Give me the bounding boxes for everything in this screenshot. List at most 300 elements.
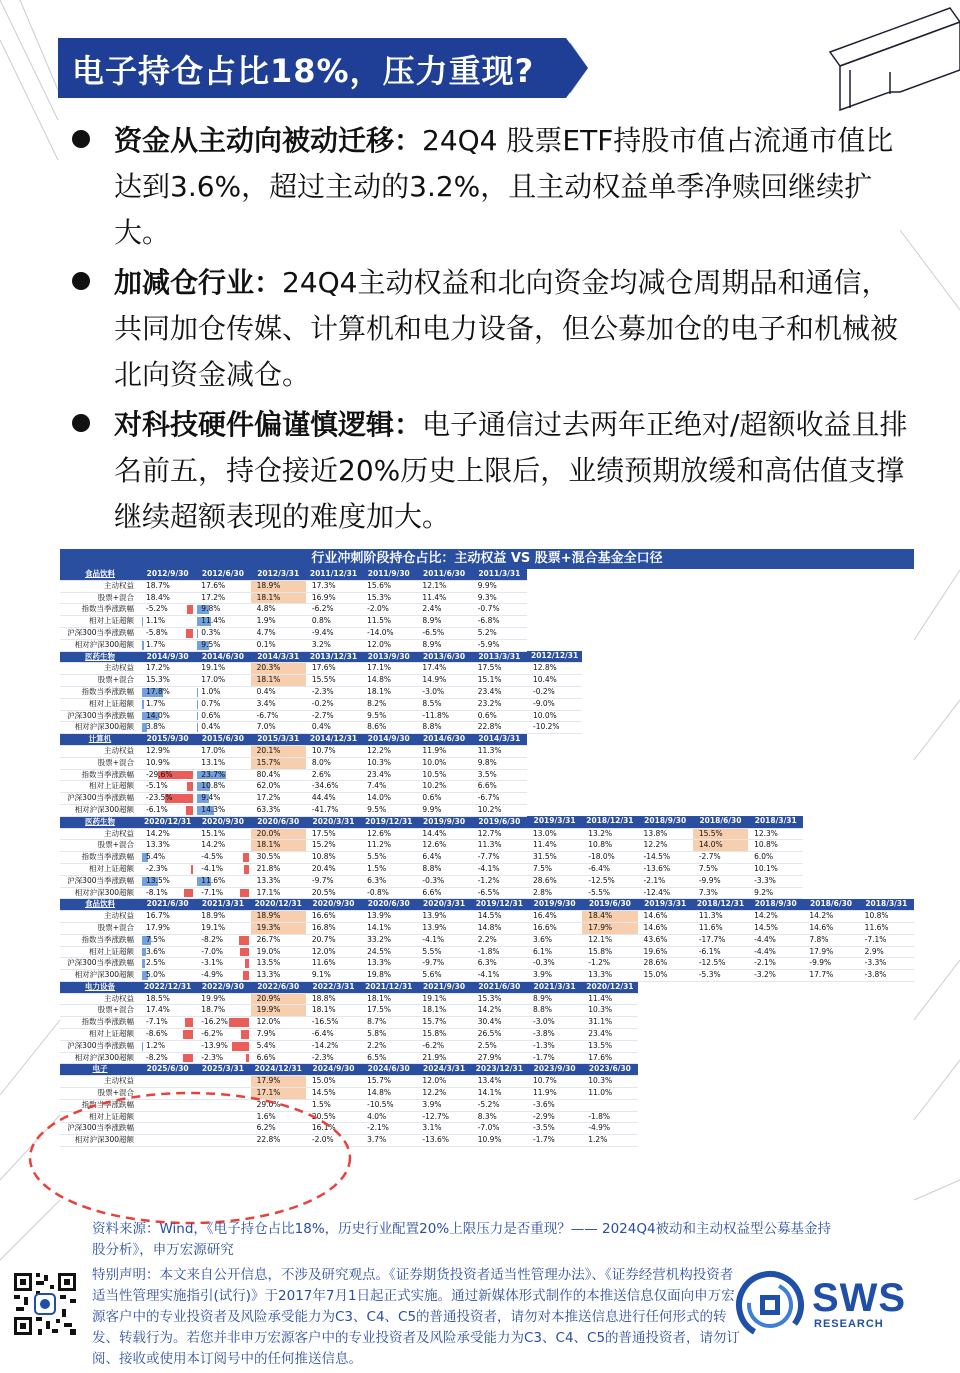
value-cell: 10.9% (140, 757, 195, 769)
value-bar (243, 853, 248, 862)
value-cell (140, 852, 195, 864)
empty-cell (748, 1099, 803, 1111)
value-cell: 63.3% (251, 804, 306, 816)
value-cell (195, 1017, 250, 1029)
value-cell: 13.9% (416, 922, 471, 934)
date-header-cell: 2019/3/31 (527, 816, 582, 828)
date-header-cell: 2021/12/31 (361, 981, 416, 993)
empty-cell (748, 1088, 803, 1100)
value-cell: 10.2% (472, 804, 527, 816)
value-cell (140, 710, 195, 722)
date-header-cell: 2019/9/30 (416, 816, 471, 828)
empty-cell (748, 1135, 803, 1147)
empty-cell (693, 663, 748, 675)
value-cell: 17.2% (251, 793, 306, 805)
date-header-cell: 2020/12/31 (140, 816, 195, 828)
table-row (60, 757, 914, 769)
empty-cell (748, 1040, 803, 1052)
value-cell: 14.6% (638, 922, 693, 934)
bullet-heading: 资金从主动向被动迁移： (114, 124, 423, 157)
value-cell: 0.6% (416, 793, 471, 805)
value-bar (240, 948, 248, 957)
value-cell: -2.7% (306, 710, 361, 722)
value-cell (195, 863, 250, 875)
row-label: 相对沪深300超额 (60, 639, 140, 651)
value-cell (140, 616, 195, 628)
date-header-cell: 2020/12/31 (251, 899, 306, 911)
value-cell: -14.2% (306, 1040, 361, 1052)
table-row (60, 828, 914, 840)
value-cell: 6.0% (748, 852, 803, 864)
table-row (60, 804, 914, 816)
bullet-body: 电子通信过去两年正绝对/超额收益且排名前五，持仓接近20%历史上限后，业绩预期放缓和高估值支撑继续超额表现的难度加大。 (114, 408, 908, 533)
empty-cell (803, 981, 858, 993)
value-cell: 8.8% (527, 1005, 582, 1017)
value-cell: 22.8% (251, 1135, 306, 1147)
row-label: 相对上证超额 (60, 616, 140, 628)
value-cell (195, 1111, 250, 1123)
value-cell (195, 1040, 250, 1052)
empty-cell (803, 1029, 858, 1041)
value-cell (195, 804, 250, 816)
value-cell: -1.2% (582, 958, 637, 970)
date-header-cell: 2023/12/31 (472, 1064, 527, 1076)
value-cell: 11.3% (472, 745, 527, 757)
empty-cell (693, 1005, 748, 1017)
value-cell (140, 769, 195, 781)
value-cell: 18.8% (306, 993, 361, 1005)
empty-cell (693, 710, 748, 722)
value-cell (140, 804, 195, 816)
value-cell: 19.1% (195, 663, 250, 675)
value-cell: 12.2% (361, 745, 416, 757)
table-row (60, 1123, 914, 1135)
value-cell: 8.8% (416, 863, 471, 875)
row-label: 股票+混合 (60, 840, 140, 852)
value-cell: 9.5% (361, 804, 416, 816)
holdings-table (60, 549, 914, 1147)
value-text: -7.1% (146, 1017, 168, 1027)
empty-cell (748, 1111, 803, 1123)
empty-cell (693, 1123, 748, 1135)
value-cell: 16.6% (306, 911, 361, 923)
empty-cell (638, 616, 693, 628)
table-row (60, 675, 914, 687)
bullet-heading: 对科技硬件偏谨慎逻辑： (114, 408, 423, 441)
value-text: -5.2% (146, 604, 168, 614)
value-cell: 14.5% (306, 1088, 361, 1100)
empty-cell (748, 604, 803, 616)
empty-cell (859, 710, 914, 722)
value-cell: 1.2% (582, 1135, 637, 1147)
empty-cell (803, 769, 858, 781)
value-cell: 15.2% (306, 840, 361, 852)
empty-cell (748, 1076, 803, 1088)
value-cell: -5.5% (582, 887, 637, 899)
empty-cell (527, 781, 582, 793)
value-cell: 31.1% (582, 1017, 637, 1029)
empty-cell (638, 639, 693, 651)
value-cell: 17.9% (803, 946, 858, 958)
empty-cell (638, 1123, 693, 1135)
value-cell: 20.5% (306, 1111, 361, 1123)
value-cell: -1.3% (527, 1040, 582, 1052)
date-header-cell: 2012/3/31 (251, 569, 306, 580)
value-text: 0.3% (201, 627, 221, 637)
value-cell: 14.8% (361, 675, 416, 687)
table-row (60, 604, 914, 616)
empty-cell (859, 1111, 914, 1123)
empty-cell (748, 1052, 803, 1064)
empty-cell (859, 993, 914, 1005)
date-header-cell: 2019/12/31 (361, 816, 416, 828)
empty-cell (859, 569, 914, 580)
section-name: 电力设备 (60, 981, 140, 993)
value-cell: 16.4% (527, 911, 582, 923)
value-text: -8.6% (146, 1029, 168, 1039)
empty-cell (803, 734, 858, 746)
value-cell: 15.5% (306, 675, 361, 687)
value-cell: 11.3% (472, 840, 527, 852)
value-text: 14.3% (201, 804, 226, 814)
value-text: 3.8% (146, 722, 166, 732)
empty-cell (638, 663, 693, 675)
value-cell: 13.3% (361, 958, 416, 970)
value-cell: -12.7% (416, 1111, 471, 1123)
date-header-cell: 2025/6/30 (140, 1064, 195, 1076)
value-cell: 14.0% (693, 840, 748, 852)
value-cell: 10.7% (306, 745, 361, 757)
date-header-cell: 2011/12/31 (306, 569, 361, 580)
value-cell (195, 698, 250, 710)
value-cell: 6.6% (251, 1052, 306, 1064)
empty-cell (693, 1099, 748, 1111)
empty-cell (693, 580, 748, 592)
empty-cell (803, 1135, 858, 1147)
bullet-dot-icon (72, 414, 90, 432)
empty-cell (638, 1064, 693, 1076)
value-bar (243, 971, 249, 980)
empty-cell (693, 698, 748, 710)
empty-cell (582, 675, 637, 687)
value-cell: -0.3% (416, 875, 471, 887)
empty-cell (859, 580, 914, 592)
date-header-cell: 2014/6/30 (416, 734, 471, 746)
empty-cell (693, 1111, 748, 1123)
empty-cell (859, 663, 914, 675)
date-header-cell: 2018/3/31 (859, 899, 914, 911)
row-label: 相对沪深300超额 (60, 804, 140, 816)
empty-cell (582, 627, 637, 639)
value-cell: 19.1% (416, 993, 471, 1005)
value-cell: 3.9% (416, 1099, 471, 1111)
empty-cell (527, 734, 582, 746)
value-cell (140, 863, 195, 875)
value-cell: 29.0% (251, 1099, 306, 1111)
value-cell: 6.5% (361, 1052, 416, 1064)
value-cell (140, 1088, 195, 1100)
empty-cell (582, 710, 637, 722)
value-cell: 17.2% (195, 592, 250, 604)
empty-cell (638, 1099, 693, 1111)
value-cell: 8.9% (527, 993, 582, 1005)
row-label: 股票+混合 (60, 675, 140, 687)
value-bar (184, 889, 194, 898)
value-bar (239, 936, 249, 945)
source-note: 资料来源：Wind，《电子持仓占比18%，历史行业配置20%上限压力是否重现？—— 2024Q4被动和主动权益型公募基金持股分析》，申万宏源研究 (92, 1221, 832, 1258)
empty-cell (693, 675, 748, 687)
date-header-cell: 2018/12/31 (693, 899, 748, 911)
value-cell (140, 1017, 195, 1029)
date-header-cell: 2021/9/30 (416, 981, 471, 993)
value-cell: 1.5% (306, 1099, 361, 1111)
value-cell: 17.9% (140, 922, 195, 934)
value-cell (195, 781, 250, 793)
value-cell: 30.5% (251, 852, 306, 864)
table-row (60, 1052, 914, 1064)
value-bar (186, 806, 193, 815)
value-text: -5.8% (146, 627, 168, 637)
value-cell: 0.4% (251, 686, 306, 698)
row-label: 股票+混合 (60, 592, 140, 604)
value-text: -8.1% (146, 887, 168, 897)
value-bar (142, 617, 143, 626)
table-row (60, 698, 914, 710)
empty-cell (859, 769, 914, 781)
table-row (60, 1076, 914, 1088)
value-cell: 15.1% (195, 828, 250, 840)
date-header-cell: 2021/3/31 (195, 899, 250, 911)
value-cell: 23.4% (472, 686, 527, 698)
value-cell: 19.6% (638, 946, 693, 958)
value-cell (195, 1135, 250, 1147)
value-cell (195, 958, 250, 970)
bullet-item (72, 260, 912, 398)
value-cell: 17.4% (416, 663, 471, 675)
row-label: 沪深300当季涨跌幅 (60, 875, 140, 887)
empty-cell (803, 616, 858, 628)
empty-cell (859, 1052, 914, 1064)
value-cell: 2.5% (472, 1040, 527, 1052)
empty-cell (859, 604, 914, 616)
value-text: 9.8% (201, 604, 221, 614)
value-cell (140, 686, 195, 698)
value-cell: 11.6% (306, 958, 361, 970)
value-cell: 6.6% (416, 887, 471, 899)
row-label: 主动权益 (60, 745, 140, 757)
empty-cell (859, 1005, 914, 1017)
empty-cell (638, 745, 693, 757)
value-cell: 14.5% (472, 911, 527, 923)
value-cell: 15.0% (306, 1076, 361, 1088)
value-cell: -1.7% (527, 1052, 582, 1064)
empty-cell (748, 781, 803, 793)
value-cell: 11.9% (416, 745, 471, 757)
row-label: 指数当季涨跌幅 (60, 1099, 140, 1111)
value-cell: 10.8% (859, 911, 914, 923)
value-cell: 13.9% (416, 911, 471, 923)
empty-cell (803, 710, 858, 722)
value-cell: 4.0% (361, 1111, 416, 1123)
value-cell: 13.4% (472, 1076, 527, 1088)
value-cell: 2.8% (527, 887, 582, 899)
empty-cell (527, 627, 582, 639)
value-cell: 7.8% (803, 934, 858, 946)
value-bar (142, 700, 144, 709)
empty-cell (638, 993, 693, 1005)
value-cell: -0.8% (361, 887, 416, 899)
row-label: 指数当季涨跌幅 (60, 934, 140, 946)
value-text: 3.6% (146, 946, 166, 956)
empty-cell (748, 639, 803, 651)
empty-cell (582, 686, 637, 698)
empty-cell (638, 580, 693, 592)
empty-cell (803, 757, 858, 769)
value-cell: 11.6% (859, 922, 914, 934)
date-header-cell: 2018/6/30 (693, 816, 748, 828)
value-cell: -5.3% (693, 970, 748, 982)
empty-cell (748, 981, 803, 993)
date-header-cell: 2019/3/31 (638, 899, 693, 911)
empty-cell (638, 757, 693, 769)
value-cell: -3.0% (416, 686, 471, 698)
empty-cell (582, 592, 637, 604)
value-cell: 17.4% (140, 1005, 195, 1017)
value-cell: 43.6% (638, 934, 693, 946)
empty-cell (859, 1040, 914, 1052)
empty-cell (693, 793, 748, 805)
row-label: 相对上证超额 (60, 946, 140, 958)
section-header-row (60, 1064, 914, 1076)
value-cell (195, 1088, 250, 1100)
row-label: 指数当季涨跌幅 (60, 852, 140, 864)
value-cell: 17.1% (361, 663, 416, 675)
value-cell: 12.1% (582, 934, 637, 946)
value-text: -6.1% (146, 804, 168, 814)
value-cell: 20.1% (251, 745, 306, 757)
table-row (60, 1017, 914, 1029)
empty-cell (527, 639, 582, 651)
value-cell: 31.5% (527, 852, 582, 864)
value-text: 7.5% (146, 934, 166, 944)
date-header-cell: 2012/9/30 (140, 569, 195, 580)
value-cell: 6.1% (527, 946, 582, 958)
row-label: 主动权益 (60, 663, 140, 675)
row-label: 相对沪深300超额 (60, 970, 140, 982)
empty-cell (527, 769, 582, 781)
value-cell: 28.6% (527, 875, 582, 887)
disclaimer: 特别声明：本文来自公开信息，不涉及研究观点。《证券期货投资者适当性管理办法》、《证券经营机构投资者适当性管理实施指引(试行)》于2017年7月1日起正式实施。通过新媒体形式制作的本推送信息仅面向申万宏源客户中的专业投资者及风险承受能力为C3、C4、C5的普通投资者，请勿对本推送信息进行任何形式的转发、转载行为。若您并非申万宏源客户中的专业投资者及风险承受能力为C3、C4、C5的普通投资者，请勿订阅、接收或使用本订阅号中的任何推送信息。 (92, 1267, 741, 1367)
empty-cell (859, 887, 914, 899)
empty-cell (638, 569, 693, 580)
value-cell: 14.8% (361, 1088, 416, 1100)
date-header-cell: 2013/9/30 (361, 651, 416, 663)
empty-cell (527, 745, 582, 757)
value-cell: 12.0% (416, 1076, 471, 1088)
date-header-cell: 2014/3/31 (251, 651, 306, 663)
value-text: 17.8% (146, 686, 170, 696)
value-cell: -0.3% (527, 958, 582, 970)
date-header-cell: 2012/6/30 (195, 569, 250, 580)
value-cell: 18.7% (140, 580, 195, 592)
bullet-body: 24Q4主动权益和北向资金均减仓周期品和通信，共同加仓传媒、计算机和电力设备，但公募加仓的电子和机械被北向资金减仓。 (114, 266, 899, 391)
value-bar (142, 959, 145, 968)
value-cell: 12.6% (361, 828, 416, 840)
empty-cell (859, 852, 914, 864)
value-cell: 21.9% (416, 1052, 471, 1064)
empty-cell (693, 804, 748, 816)
value-cell: 8.9% (416, 616, 471, 628)
value-cell: -6.2% (416, 1040, 471, 1052)
value-cell: 14.2% (748, 911, 803, 923)
value-cell: 6.3% (472, 958, 527, 970)
empty-cell (803, 592, 858, 604)
empty-cell (693, 569, 748, 580)
value-bar (246, 1054, 249, 1063)
value-cell: 17.7% (803, 970, 858, 982)
value-cell: 20.0% (251, 828, 306, 840)
value-text: -13.9% (201, 1040, 228, 1050)
value-cell: 17.5% (472, 663, 527, 675)
value-cell: -13.6% (416, 1135, 471, 1147)
empty-cell (582, 616, 637, 628)
value-cell: -4.1% (472, 863, 527, 875)
empty-cell (803, 828, 858, 840)
bullet-body: 24Q4 股票ETF持股市值占流通市值比达到3.6%，超过主动的3.2%，且主动权益单季净赎回继续扩大。 (114, 124, 894, 249)
value-cell: -4.4% (748, 946, 803, 958)
brand-logo (734, 1270, 934, 1340)
value-cell: 12.2% (638, 840, 693, 852)
empty-cell (748, 686, 803, 698)
value-cell: 15.7% (361, 1076, 416, 1088)
empty-cell (693, 1029, 748, 1041)
value-cell: 13.2% (582, 828, 637, 840)
date-header-cell: 2024/6/30 (361, 1064, 416, 1076)
value-cell: -3.8% (527, 1029, 582, 1041)
value-cell: 18.4% (582, 911, 637, 923)
empty-cell (803, 1052, 858, 1064)
value-text: -3.1% (201, 958, 224, 968)
value-cell (195, 946, 250, 958)
date-header-cell: 2022/9/30 (195, 981, 250, 993)
value-text: 11.4% (201, 616, 226, 626)
empty-cell (803, 639, 858, 651)
table-row (60, 958, 914, 970)
value-cell: 10.1% (748, 863, 803, 875)
value-cell (195, 1099, 250, 1111)
date-header-cell: 2013/3/31 (472, 651, 527, 663)
value-cell: 12.9% (140, 745, 195, 757)
value-cell (195, 769, 250, 781)
value-cell: -0.7% (472, 604, 527, 616)
value-cell (140, 1099, 195, 1111)
table-row (60, 911, 914, 923)
empty-cell (638, 734, 693, 746)
empty-cell (527, 616, 582, 628)
empty-cell (748, 651, 803, 663)
date-header-cell: 2012/12/31 (527, 651, 582, 663)
value-cell: -2.7% (693, 852, 748, 864)
value-cell: 17.6% (195, 580, 250, 592)
empty-cell (638, 686, 693, 698)
date-header-cell: 2020/9/30 (306, 899, 361, 911)
qr-code-icon (12, 1271, 78, 1337)
row-label: 相对沪深300超额 (60, 1052, 140, 1064)
value-cell: 10.7% (527, 1076, 582, 1088)
value-cell: 19.8% (361, 970, 416, 982)
date-header-cell: 2011/3/31 (472, 569, 527, 580)
value-cell: 7.3% (693, 887, 748, 899)
